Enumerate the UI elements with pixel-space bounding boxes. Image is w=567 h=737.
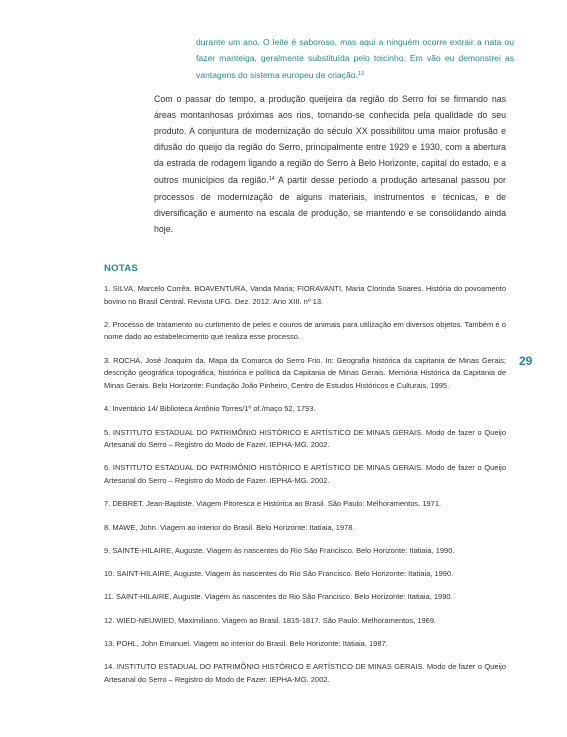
note-5: 5. INSTITUTO ESTADUAL DO PATRIMÔNIO HISTÓRICO E ARTÍSTICO DE MINAS GERAIS. Modo de fazer o Queijo Artesanal do Serro – Registro do Modo de Fazer. IEPHA-MG. 2002. [104,427,506,450]
note-4: 4. Inventário 14/ Biblioteca Antônio Torres/1º of./maço 52, 1793. [104,404,316,414]
body-text-part-2: A partir desse período a produção artesanal passou por processos de modernização de alguns materiais, instrumentos e técnicas, e de diversificação e aumento na escala de produção, se mantendo e se consolidando ainda hoje. [154,175,506,234]
note-9: 9. SAINTE-HILAIRE, Auguste. Viagem às nascentes do Rio São Francisco. Belo Horizonte: Itatiaia, 1990. [104,545,455,555]
block-quote [196,34,514,83]
note-3: 3. ROCHA, José Joaquim da. Mapa da Comarca do Serro Frio. In: Geografia histórica da capitania de Minas Gerais; descrição geográfica topográfica, histórica e política da Capitania de Minas Gerais. Memória Histórica da Capitania de Minas Gerais. Belo Horizonte: Fundação João Pinheiro, Centro de Estudos Históricos e Culturais, 1995. [104,355,506,390]
note-13: 13. POHL, John Emanuel. Viagem ao interior do Brasil. Belo Horizonte: Itatiaia, 1987. [104,638,388,648]
page-number: 29 [519,354,533,368]
body-text-part-1: Com o passar do tempo, a produção queijeira da região do Serro foi se firmando nas áreas montanhosas próximas aos rios, tornando-se conhecida pela qualidade do seu produto. A conjuntura de modernização do século XX possibilitou uma maior profusão e difusão do queijo da região do Serro, principalmente entre 1929 e 1930, com a abertura da estrada de rodagem ligando a região do Serro à Belo Horizonte, capital do estado, e a outros municípios da região. [154,94,506,186]
note-7: 7. DEBRET, Jean-Baptiste. Viagem Pitoresca e Histórica ao Brasil. São Paulo: Melhoramentos, 1971. [104,499,442,509]
note-6: 6. INSTITUTO ESTADUAL DO PATRIMÔNIO HISTÓRICO E ARTÍSTICO DE MINAS GERAIS. Modo de fazer o Queijo Artesanal do Serro – Registro do Modo de Fazer. IEPHA-MG. 2002. [104,463,506,485]
note-12: 12. WIED-NEUWIED, Maximiliano. Viagem ao Brasil. 1815-1817. São Paulo: Melhoramentos, 1969. [104,615,437,625]
note-10: 10. SAINT-HILAIRE, Auguste. Viagem às nascentes do Rio São Francisco. Belo Horizonte: Itatiaia, 1990. [104,569,454,579]
note-8: 8. MAWE, John. Viagem ao interior do Brasil. Belo Horizonte: Itatiaia, 1978. [104,522,355,532]
body-paragraph [154,91,506,237]
quote-footnote-ref: 13 [357,71,365,77]
note-11: 11. SAINT-HILAIRE, Auguste. Viagem às nascentes do Rio São Francisco. Belo Horizonte: Itatiaia, 1990. [104,592,453,602]
notes-heading: NOTAS [104,263,139,274]
body-footnote-ref: 14 [268,176,275,183]
quote-text: durante um ano. O leite é saboroso, mas aqui a ninguém ocorre extrair a nata ou fazer manteiga, geralmente substituída pelo toicinho. Em vão eu demonstrei as vantagens do sistema europeu de criação. [196,37,514,80]
note-1: 1. SILVA, Marcelo Corrêa. BOAVENTURA, Vanda Maria; FIORAVANTI, Maria Clorinda Soares. História do povoamento bovino no Brasil Central. Revista UFG. Dez. 2012. Ano XIII. nº 13. [104,284,506,306]
note-14: 14. INSTITUTO ESTADUAL DO PATRIMÔNIO HISTÓRICO E ARTÍSTICO DE MINAS GERAIS. Modo de fazer o Queijo Artesanal do Serro – Registro do Modo de Fazer. IEPHA-MG. 2002. [104,662,506,684]
note-2: 2. Processo de tratamento ou curtimento de peles e couros de animais para utilização em diversos objetos. Também é o nome dado ao estabelecimento que realiza esse processo. [104,319,506,342]
notes-list [104,283,506,697]
